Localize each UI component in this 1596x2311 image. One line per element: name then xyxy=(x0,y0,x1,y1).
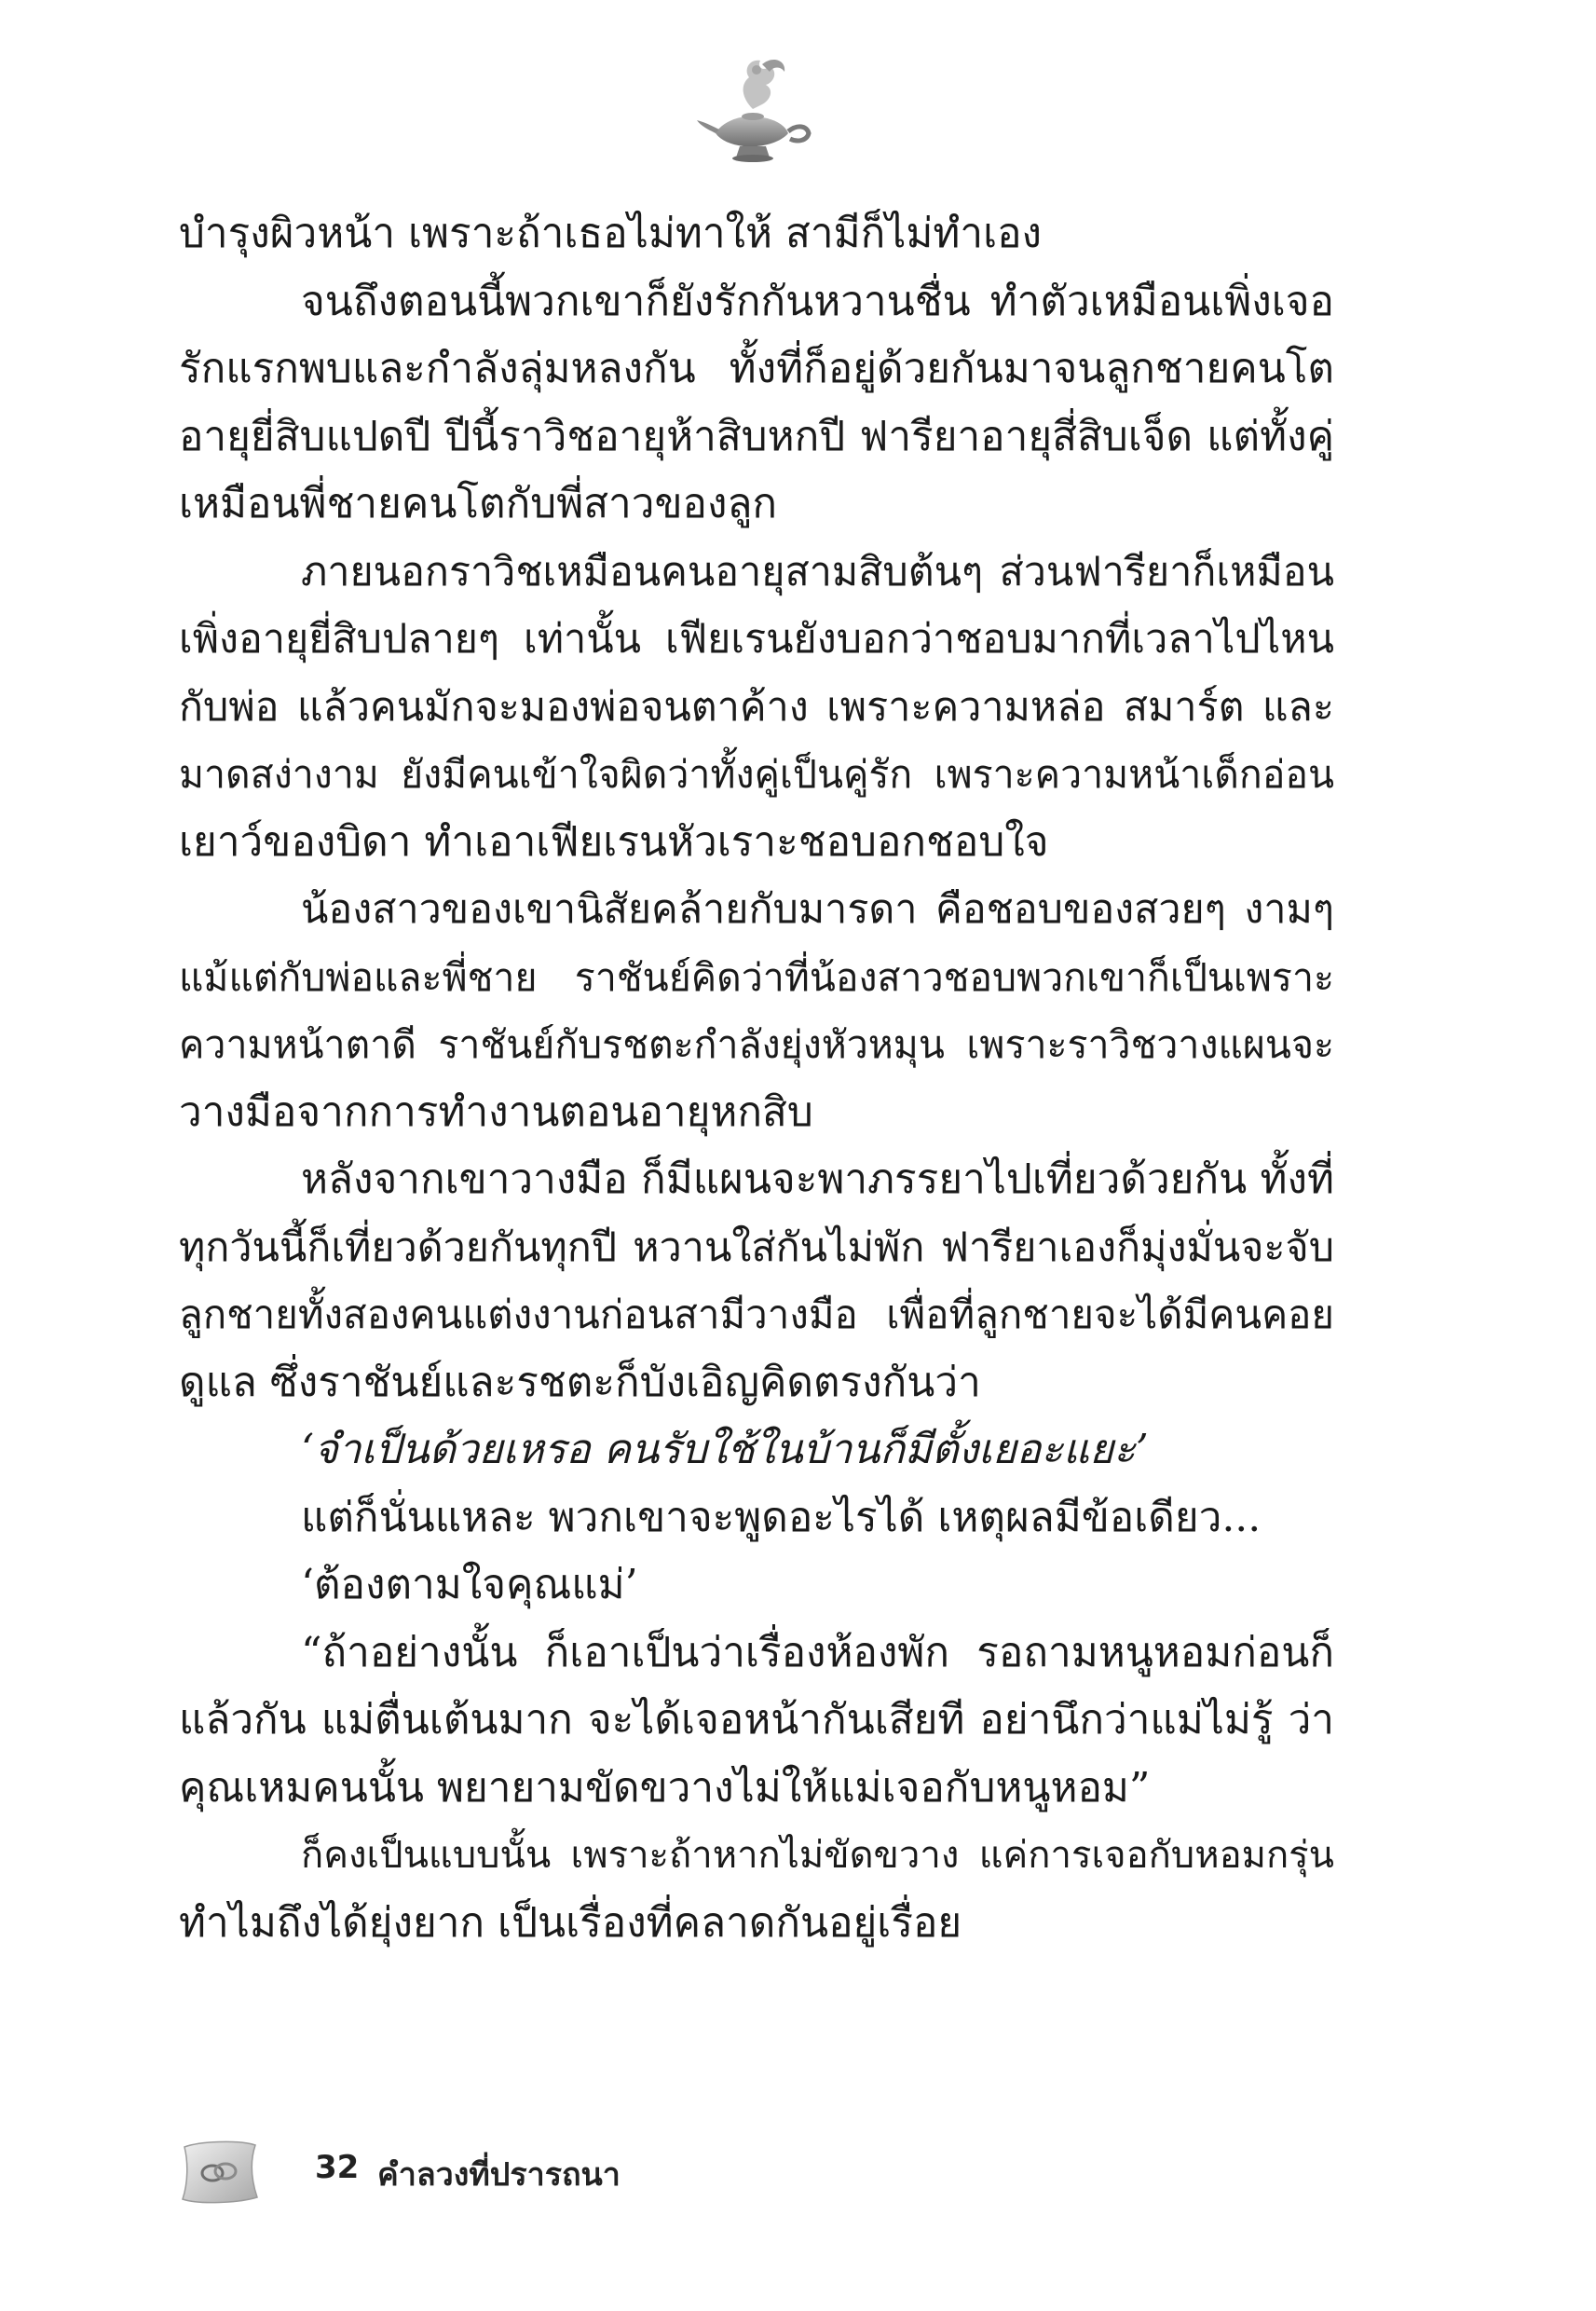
text-line: หลังจากเขาวางมือ ก็มีแผนจะพาภรรยาไปเที่ยวด้วยกัน ทั้งที่ xyxy=(301,1156,1334,1203)
text-line: วางมือจากการทำงานตอนอายุหกสิบ xyxy=(179,1087,813,1136)
text-line: มาดสง่างาม ยังมีคนเข้าใจผิดว่าทั้งคู่เป็นคู่รัก เพราะความหน้าเด็กอ่อน xyxy=(179,752,1334,797)
book-title: คำลวงที่ปรารถนา xyxy=(377,2156,621,2194)
text-line: ‘จำเป็นด้วยเหรอ คนรับใช้ในบ้านก็มีตั้งเยอะแยะ’ xyxy=(301,1426,1149,1473)
text-line: ก็คงเป็นแบบนั้น เพราะถ้าหากไม่ขัดขวาง แค่การเจอกับหอมกรุ่น xyxy=(301,1834,1334,1877)
rings-pillow-icon xyxy=(177,2134,261,2208)
text-line: ความหน้าตาดี ราชันย์กับรชตะกำลังยุ่งหัวหมุน เพราะราวิชวางแผนจะ xyxy=(179,1022,1334,1067)
text-line: เยาว์ของบิดา ทำเอาเฟียเรนหัวเราะชอบอกชอบใจ xyxy=(179,817,1049,866)
text-line: บำรุงผิวหน้า เพราะถ้าเธอไม่ทาให้ สามีก็ไม่ทำเอง xyxy=(179,210,1043,257)
text-line: ภายนอกราวิชเหมือนคนอายุสามสิบต้นๆ ส่วนฟารียาก็เหมือน xyxy=(301,548,1334,595)
text-line: ‘ต้องตามใจคุณแม่’ xyxy=(301,1561,638,1608)
text-line: ทำไมถึงได้ยุ่งยาก เป็นเรื่องที่คลาดกันอยู่เรื่อย xyxy=(179,1898,962,1947)
text-line: อายุยี่สิบแปดปี ปีนี้ราวิชอายุห้าสิบหกปี ฟารียาอายุสี่สิบเจ็ด แต่ทั้งคู่ xyxy=(179,412,1334,460)
text-line: ทุกวันนี้ก็เที่ยวด้วยกันทุกปี หวานใส่กันไม่พัก ฟารียาเองก็มุ่งมั่นจะจับ xyxy=(179,1224,1334,1271)
body-text xyxy=(179,200,1334,1957)
text-line: แล้วกัน แม่ตื่นเต้นมาก จะได้เจอหน้ากันเสียที อย่านึกว่าแม่ไม่รู้ ว่า xyxy=(179,1696,1334,1744)
page-footer xyxy=(177,2134,922,2218)
genie-lamp-icon xyxy=(695,51,816,172)
text-line: เพิ่งอายุยี่สิบปลายๆ เท่านั้น เฟียเรนยังบอกว่าชอบมากที่เวลาไปไหน xyxy=(179,616,1334,663)
text-line: รักแรกพบและกำลังลุ่มหลงกัน ทั้งที่ก็อยู่ด้วยกันมาจนลูกชายคนโต xyxy=(179,345,1334,392)
text-line: น้องสาวของเขานิสัยคล้ายกับมารดา คือชอบของสวยๆ งามๆ xyxy=(301,886,1334,933)
text-line: คุณเหมคนนั้น พยายามขัดขวางไม่ให้แม่เจอกับหนูหอม” xyxy=(179,1763,1151,1812)
text-line: แต่ก็นั่นแหละ พวกเขาจะพูดอะไรได้ เหตุผลมีข้อเดียว... xyxy=(301,1493,1262,1541)
text-line: “ถ้าอย่างนั้น ก็เอาเป็นว่าเรื่องห้องพัก รอถามหนูหอมก่อนก็ xyxy=(301,1628,1334,1676)
text-line: เหมือนพี่ชายคนโตกับพี่สาวของลูก xyxy=(179,480,778,527)
text-line: จนถึงตอนนี้พวกเขาก็ยังรักกันหวานชื่น ทำตัวเหมือนเพิ่งเจอ xyxy=(301,277,1334,325)
page-number: 32 xyxy=(315,2149,360,2186)
text-line: ลูกชายทั้งสองคนแต่งงานก่อนสามีวางมือ เพื่อที่ลูกชายจะได้มีคนคอย xyxy=(179,1292,1334,1337)
text-line: แม้แต่กับพ่อและพี่ชาย ราชันย์คิดว่าที่น้องสาวชอบพวกเขาก็เป็นเพราะ xyxy=(179,954,1334,1000)
text-line: กับพ่อ แล้วคนมักจะมองพ่อจนตาค้าง เพราะความหล่อ สมาร์ต และ xyxy=(179,683,1334,731)
text-line: ดูแล ซึ่งราชันย์และรชตะก็บังเอิญคิดตรงกันว่า xyxy=(179,1358,981,1406)
